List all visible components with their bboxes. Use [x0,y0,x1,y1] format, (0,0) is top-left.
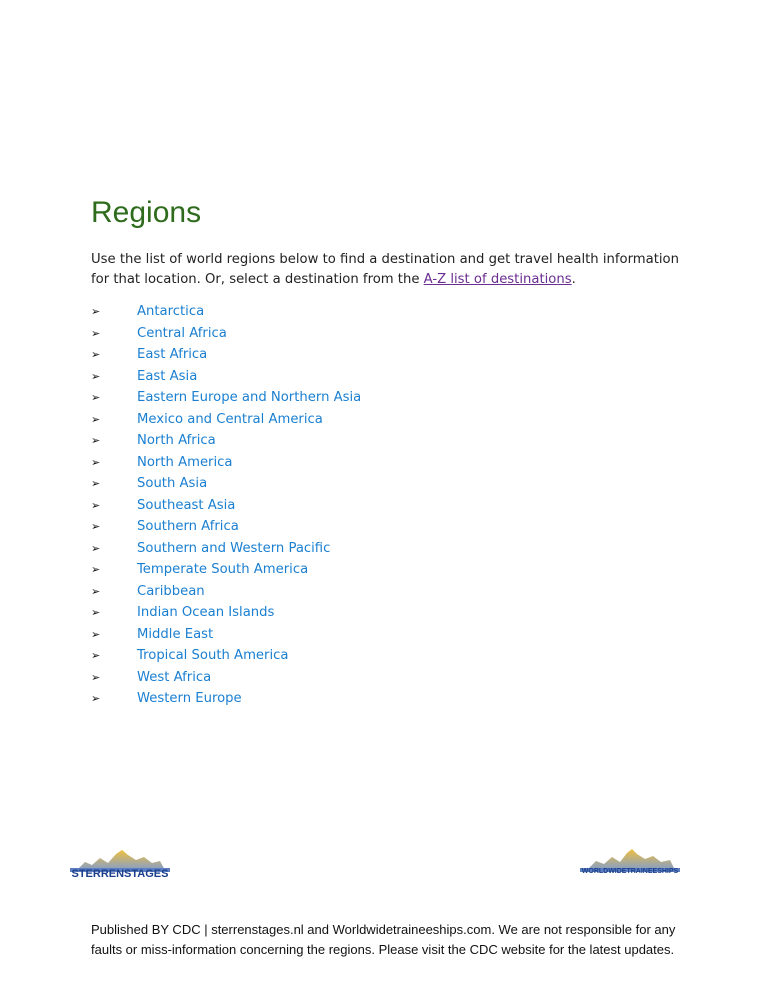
arrow-bullet-icon: ➢ [91,412,101,426]
region-link[interactable]: Western Europe [137,691,242,707]
list-item [91,301,361,323]
arrow-bullet-icon: ➢ [91,670,101,684]
region-link[interactable]: East Africa [137,347,208,363]
az-destinations-link[interactable]: A-Z list of destinations [423,272,572,287]
region-link[interactable]: Southern Africa [137,519,239,535]
list-item [91,344,361,366]
sterrenstages-logo [70,848,170,884]
arrow-bullet-icon: ➢ [91,584,101,598]
region-link[interactable]: Southeast Asia [137,497,236,513]
region-link[interactable]: Indian Ocean Islands [137,605,275,621]
arrow-bullet-icon: ➢ [91,477,101,491]
region-link[interactable]: North America [137,454,233,470]
region-link[interactable]: North Africa [137,433,216,449]
region-link[interactable]: Middle East [137,626,214,642]
list-item [91,581,361,603]
region-link[interactable]: West Africa [137,669,212,685]
arrow-bullet-icon: ➢ [91,455,101,469]
list-item [91,366,361,388]
region-list [91,301,361,710]
region-link[interactable]: East Asia [137,368,198,384]
intro-text: Use the list of world regions below to find a destination and get travel health information for that location. Or, select a destination from the [91,252,679,287]
region-link[interactable]: Mexico and Central America [137,411,323,427]
region-link[interactable]: Caribbean [137,583,205,599]
region-link[interactable]: South Asia [137,476,208,492]
arrow-bullet-icon: ➢ [91,627,101,641]
list-item [91,602,361,624]
arrow-bullet-icon: ➢ [91,520,101,534]
list-item [91,409,361,431]
region-link[interactable]: Tropical South America [137,648,289,664]
sterrenstages-logo-text: STERRENSTAGES [71,868,169,880]
worldwidetraineeships-logo-text: WORLDWIDETRAINEESHIPS [581,868,679,875]
footer-disclaimer: Published BY CDC | sterrenstages.nl and Worldwidetraineeships.com. We are not responsible for any faults or miss-information concerning the regions. Please visit the CDC website for the latest updates. [91,922,676,957]
list-item [91,688,361,710]
list-item [91,452,361,474]
intro-period: . [571,272,576,287]
list-item [91,624,361,646]
page-title: Regions [91,196,202,230]
list-item [91,538,361,560]
arrow-bullet-icon: ➢ [91,326,101,340]
arrow-bullet-icon: ➢ [91,692,101,706]
list-item [91,495,361,517]
arrow-bullet-icon: ➢ [91,563,101,577]
list-item [91,430,361,452]
list-item [91,323,361,345]
region-link[interactable]: Southern and Western Pacific [137,540,331,556]
list-item [91,516,361,538]
arrow-bullet-icon: ➢ [91,348,101,362]
region-link[interactable]: Temperate South America [137,562,309,578]
arrow-bullet-icon: ➢ [91,498,101,512]
arrow-bullet-icon: ➢ [91,541,101,555]
intro-paragraph [91,250,691,290]
region-link[interactable]: Central Africa [137,325,227,341]
arrow-bullet-icon: ➢ [91,649,101,663]
arrow-bullet-icon: ➢ [91,434,101,448]
arrow-bullet-icon: ➢ [91,369,101,383]
list-item [91,645,361,667]
list-item [91,387,361,409]
list-item [91,559,361,581]
arrow-bullet-icon: ➢ [91,305,101,319]
list-item [91,667,361,689]
arrow-bullet-icon: ➢ [91,391,101,405]
arrow-bullet-icon: ➢ [91,606,101,620]
region-link[interactable]: Eastern Europe and Northern Asia [137,390,362,406]
worldwidetraineeships-logo [580,848,680,884]
region-link[interactable]: Antarctica [137,304,205,320]
list-item [91,473,361,495]
